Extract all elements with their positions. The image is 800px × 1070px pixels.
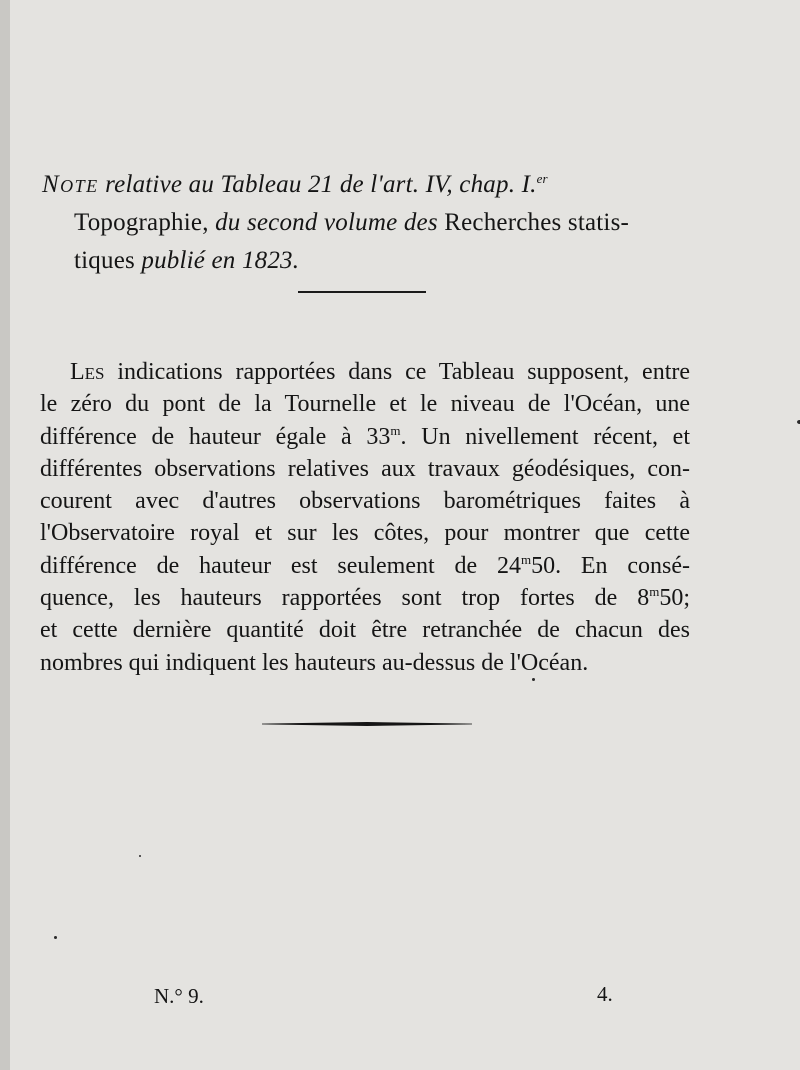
paper-speck: [139, 855, 141, 857]
note-line-1-text: relative au Tableau 21 de l'art. IV, chap. I.: [105, 171, 537, 198]
body-line-2: le zéro du pont de la Tournelle et le niveau de l'Océan, une: [40, 391, 690, 418]
note-label: Note: [42, 171, 99, 198]
note-publie: publié en 1823.: [141, 247, 300, 274]
body-line-7: [40, 550, 690, 582]
signature-mark: N.° 9.: [154, 984, 204, 1008]
body-line-8: [40, 582, 690, 614]
folio-number: 4.: [597, 982, 613, 1006]
body-paragraph: [40, 356, 690, 679]
note-line-2: [42, 204, 702, 242]
body-line-7-sup: m: [520, 551, 532, 567]
note-topographie: Topographie,: [74, 209, 209, 236]
body-line-3-b: . Un nivellement récent, et: [400, 423, 690, 450]
note-recherches: Recherches statis-: [444, 209, 630, 236]
body-line-6: l'Observatoire royal et sur les côtes, pour montrer que cette: [40, 520, 690, 547]
body-line-8-b: 50;: [659, 585, 690, 612]
body-line-5: courent avec d'autres observations barométriques faites à: [40, 488, 690, 515]
body-line-8-sup: m: [649, 584, 660, 600]
short-divider-rule: [298, 291, 426, 293]
body-line-3: [40, 421, 690, 453]
body-line-10: nombres qui indiquent les hauteurs au-dessus de l'Océan.: [40, 649, 589, 676]
body-line-1-text: indications rapportées dans ce Tableau supposent, entre: [117, 359, 690, 385]
body-line-3-a: différence de hauteur égale à 33: [40, 423, 391, 450]
note-heading: [42, 166, 702, 280]
body-line-7-a: différence de hauteur est seulement de 24: [40, 552, 521, 579]
body-line-7-b: 50. En consé-: [531, 552, 690, 579]
note-line-1-superscript: er: [536, 171, 548, 186]
note-second-volume: du second volume des: [215, 209, 438, 236]
body-lead-word: Les: [70, 359, 105, 385]
note-line-3: [42, 242, 702, 280]
body-line-3-sup: m: [390, 422, 401, 438]
note-line-1: [42, 166, 702, 204]
paper-speck: [532, 678, 535, 681]
body-line-8-a: quence, les hauteurs rapportées sont trop fortes de 8: [40, 585, 650, 612]
body-line-4: différentes observations relatives aux travaux géodésiques, con-: [40, 455, 690, 482]
body-line-1: [40, 356, 690, 388]
paper-speck: [54, 936, 57, 939]
swelled-divider-rule: [262, 722, 472, 726]
swelled-rule-shape: [262, 722, 472, 726]
note-tiques: tiques: [74, 247, 135, 274]
body-line-9: et cette dernière quantité doit être retranchée de chacun des: [40, 617, 690, 644]
